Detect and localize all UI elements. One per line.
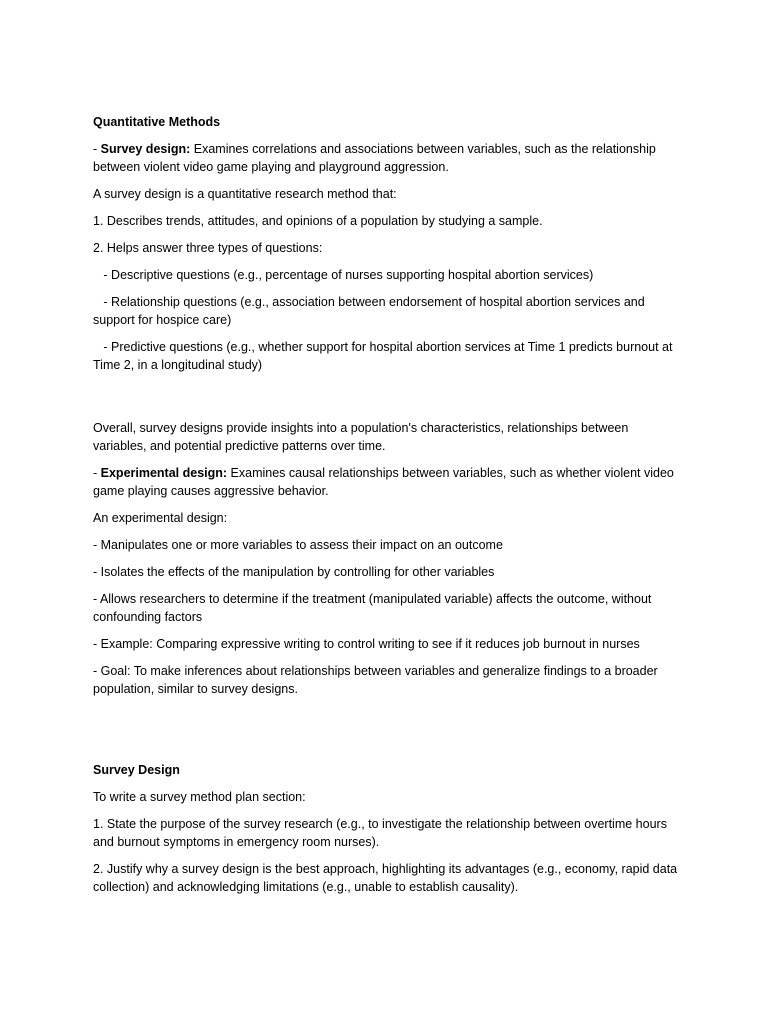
document-body [93, 113, 683, 905]
section-title-quantitative-methods: Quantitative Methods [93, 115, 221, 129]
experimental-design-item [93, 464, 683, 500]
experimental-bullet-1: - Manipulates one or more variables to assess their impact on an outcome [93, 538, 503, 552]
experimental-design-text: Examines causal relationships between variables, such as whether violent video game playing causes aggressive behavior. [93, 466, 674, 498]
survey-intro: A survey design is a quantitative research method that: [93, 187, 397, 201]
plan-intro: To write a survey method plan section: [93, 790, 306, 804]
survey-design-item [93, 140, 683, 176]
item-dash: - [93, 142, 101, 156]
predictive-questions: - Predictive questions (e.g., whether support for hospital abortion services at Time 1 predicts burnout at Time 2, in a longitudinal study) [93, 340, 673, 372]
item-dash: - [93, 466, 101, 480]
survey-overall-summary: Overall, survey designs provide insights into a population's characteristics, relationships between variables, and potential predictive patterns over time. [93, 421, 629, 453]
survey-point-2: 2. Helps answer three types of questions: [93, 241, 323, 255]
survey-design-label: Survey design: [100, 142, 191, 156]
experimental-design-label: Experimental design: [100, 466, 228, 480]
experimental-bullet-2: - Isolates the effects of the manipulation by controlling for other variables [93, 565, 495, 579]
survey-design-text: Examines correlations and associations between variables, such as the relationship between violent video game playing and playground aggression. [93, 142, 656, 174]
plan-step-1: 1. State the purpose of the survey research (e.g., to investigate the relationship between overtime hours and burnout symptoms in emergency room nurses). [93, 817, 667, 849]
descriptive-questions: - Descriptive questions (e.g., percentage of nurses supporting hospital abortion services) [93, 268, 594, 282]
experimental-bullet-5: - Goal: To make inferences about relationships between variables and generalize findings to a broader population, similar to survey designs. [93, 664, 658, 696]
relationship-questions: - Relationship questions (e.g., association between endorsement of hospital abortion services and support for hospice care) [93, 295, 645, 327]
section-title-survey-design: Survey Design [93, 763, 180, 777]
survey-point-1: 1. Describes trends, attitudes, and opinions of a population by studying a sample. [93, 214, 543, 228]
spacer [93, 383, 683, 419]
experimental-intro: An experimental design: [93, 511, 228, 525]
plan-step-2: 2. Justify why a survey design is the best approach, highlighting its advantages (e.g., economy, rapid data collection) and acknowledging limitations (e.g., unable to establish causality). [93, 862, 678, 894]
experimental-bullet-3: - Allows researchers to determine if the treatment (manipulated variable) affects the outcome, without confounding factors [93, 592, 652, 624]
experimental-bullet-4: - Example: Comparing expressive writing to control writing to see if it reduces job burnout in nurses [93, 637, 640, 651]
spacer [93, 707, 683, 761]
